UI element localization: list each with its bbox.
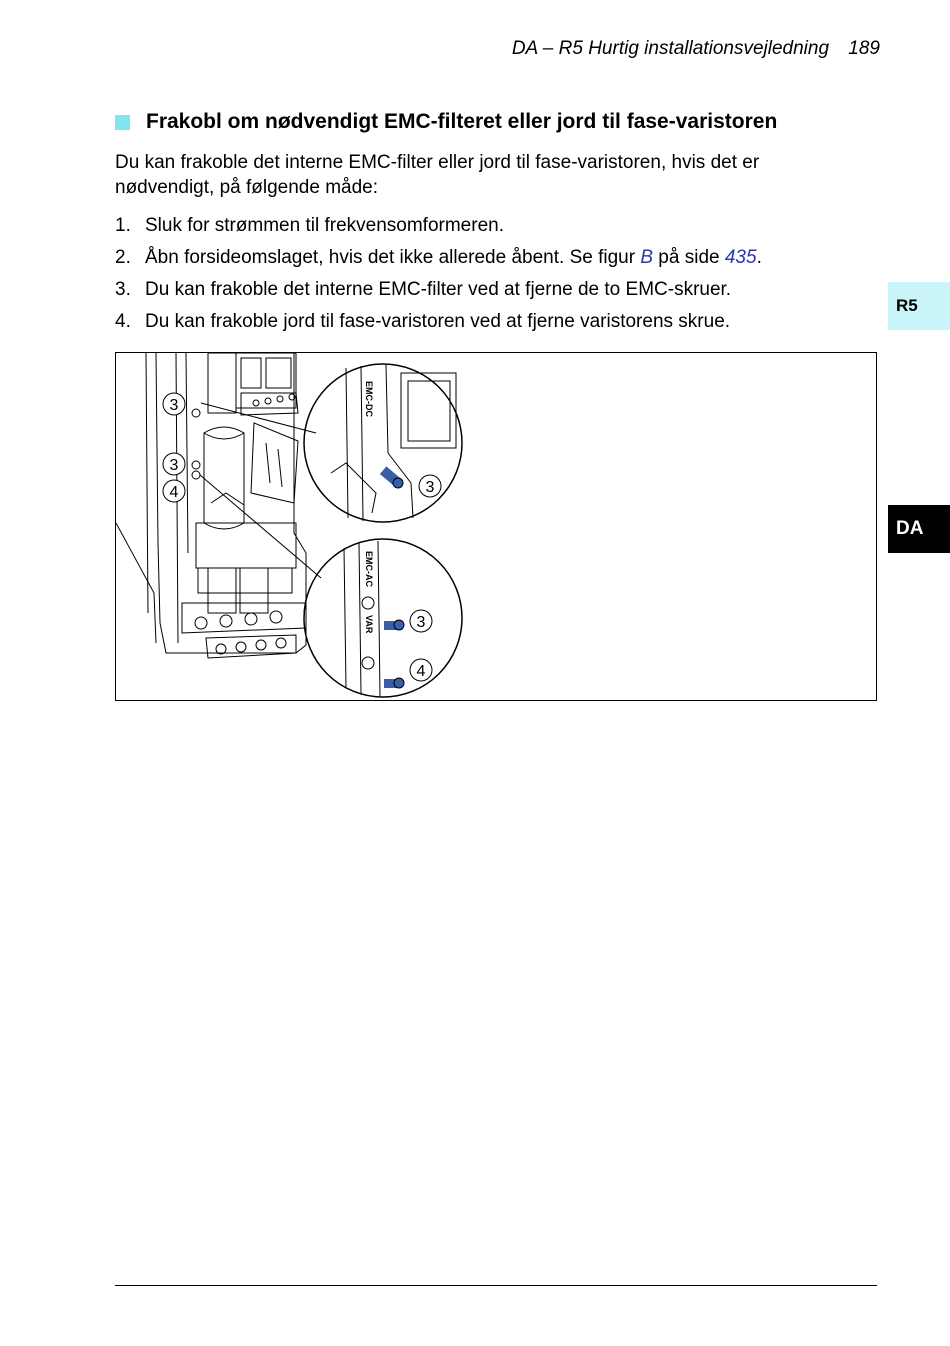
list-item: 4. Du kan frakoble jord til fase-varistoren ved at fjerne varistorens skrue. [115,311,731,332]
intro-paragraph: Du kan frakoble det interne EMC-filter eller jord til fase-varistoren, hvis det er nødvendigt, på følgende måde: [115,152,760,198]
emc-ac-label: EMC-AC [364,551,374,587]
emc-dc-label: EMC-DC [364,381,374,417]
list-item: 2. Åbn forsideomslaget, hvis det ikke allerede åbent. Se figur B på side 435. [115,247,762,268]
section-heading [115,110,777,134]
figure-ref-link[interactable]: B [640,247,654,268]
callout-4a: 4 [169,484,179,501]
callout-3a: 3 [169,397,179,414]
callout-3d: 3 [416,614,426,631]
list-item: 1. Sluk for strømmen til frekvensomformeren. [115,215,504,236]
tab-r5[interactable]: R5 [888,282,950,330]
header-title: DA – R5 Hurtig installationsvejledning [511,38,830,59]
callout-3b: 3 [169,457,179,474]
footer-divider [115,1285,877,1286]
page-number: 189 [848,38,880,59]
running-header [512,38,880,60]
page-ref-link[interactable]: 435 [724,247,757,268]
list-item: 3. Du kan frakoble det interne EMC-filter ved at fjerne de to EMC-skruer. [115,279,732,300]
emc-filter-figure [115,352,877,701]
callout-4b: 4 [416,663,426,680]
steps-list [115,213,855,341]
tab-da[interactable]: DA [888,505,950,553]
section-bullet-icon [115,115,130,130]
section-title: Frakobl om nødvendigt EMC-filteret eller jord til fase-varistoren [146,110,778,133]
drive-illustration [116,353,877,701]
callout-3c: 3 [425,479,435,496]
var-label: VAR [364,615,374,634]
